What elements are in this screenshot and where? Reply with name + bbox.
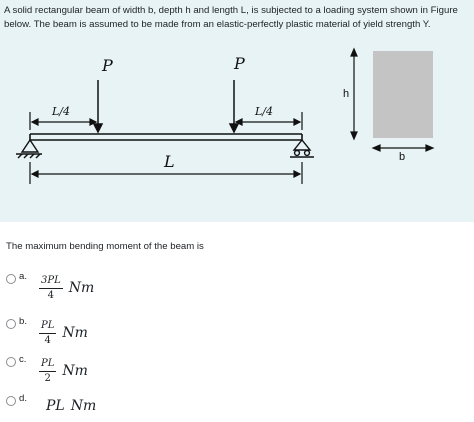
option-formula xyxy=(39,313,88,353)
question-prompt: The maximum bending moment of the beam is xyxy=(6,241,204,252)
fraction xyxy=(39,358,56,385)
load-arrow-right xyxy=(230,80,238,132)
denominator: 4 xyxy=(44,334,51,346)
unit: Nm xyxy=(70,398,97,414)
unit: Nm xyxy=(62,363,88,379)
width-label: b xyxy=(399,151,406,163)
load-label-right: P xyxy=(234,54,245,73)
option-letter: b. xyxy=(19,316,28,327)
numerator: 3PL xyxy=(39,275,63,289)
option-letter: a. xyxy=(19,271,28,282)
radio-button[interactable] xyxy=(6,319,16,329)
fraction xyxy=(39,320,56,347)
radio-button[interactable] xyxy=(6,357,16,367)
answer-option-b[interactable] xyxy=(6,313,306,353)
numerator: PL xyxy=(39,320,56,334)
radio-button[interactable] xyxy=(6,274,16,284)
unit: Nm xyxy=(68,280,95,296)
span-label: L xyxy=(164,152,175,171)
answer-option-c[interactable] xyxy=(6,351,306,391)
option-letter: d. xyxy=(19,393,28,404)
expression: PL xyxy=(46,398,65,414)
beam xyxy=(30,134,302,140)
denominator: 2 xyxy=(44,372,51,384)
fraction xyxy=(39,275,63,302)
question-text: A solid rectangular beam of width b, depth h and length L, is subjected to a loading system shown in Figure below. The beam is assumed to be made from an elastic-perfectly plastic material of yield strength Y. xyxy=(4,5,458,30)
roller-support-icon xyxy=(290,140,314,157)
pin-support-icon xyxy=(16,140,42,158)
height-dimension xyxy=(351,49,357,139)
dim-label-left: L/4 xyxy=(52,105,71,118)
dim-label-right: L/4 xyxy=(255,105,274,118)
option-formula xyxy=(39,268,94,308)
radio-button[interactable] xyxy=(6,396,16,406)
answer-option-d[interactable] xyxy=(6,390,306,422)
load-arrow-left xyxy=(94,80,102,132)
height-label: h xyxy=(343,88,350,100)
denominator: 4 xyxy=(47,289,55,301)
load-label-left: P xyxy=(102,56,113,75)
option-formula xyxy=(46,390,96,422)
answer-option-a[interactable] xyxy=(6,268,306,308)
option-formula xyxy=(39,351,88,391)
unit: Nm xyxy=(62,325,88,341)
cross-section xyxy=(373,51,433,138)
numerator: PL xyxy=(39,358,56,372)
option-letter: c. xyxy=(19,354,27,365)
